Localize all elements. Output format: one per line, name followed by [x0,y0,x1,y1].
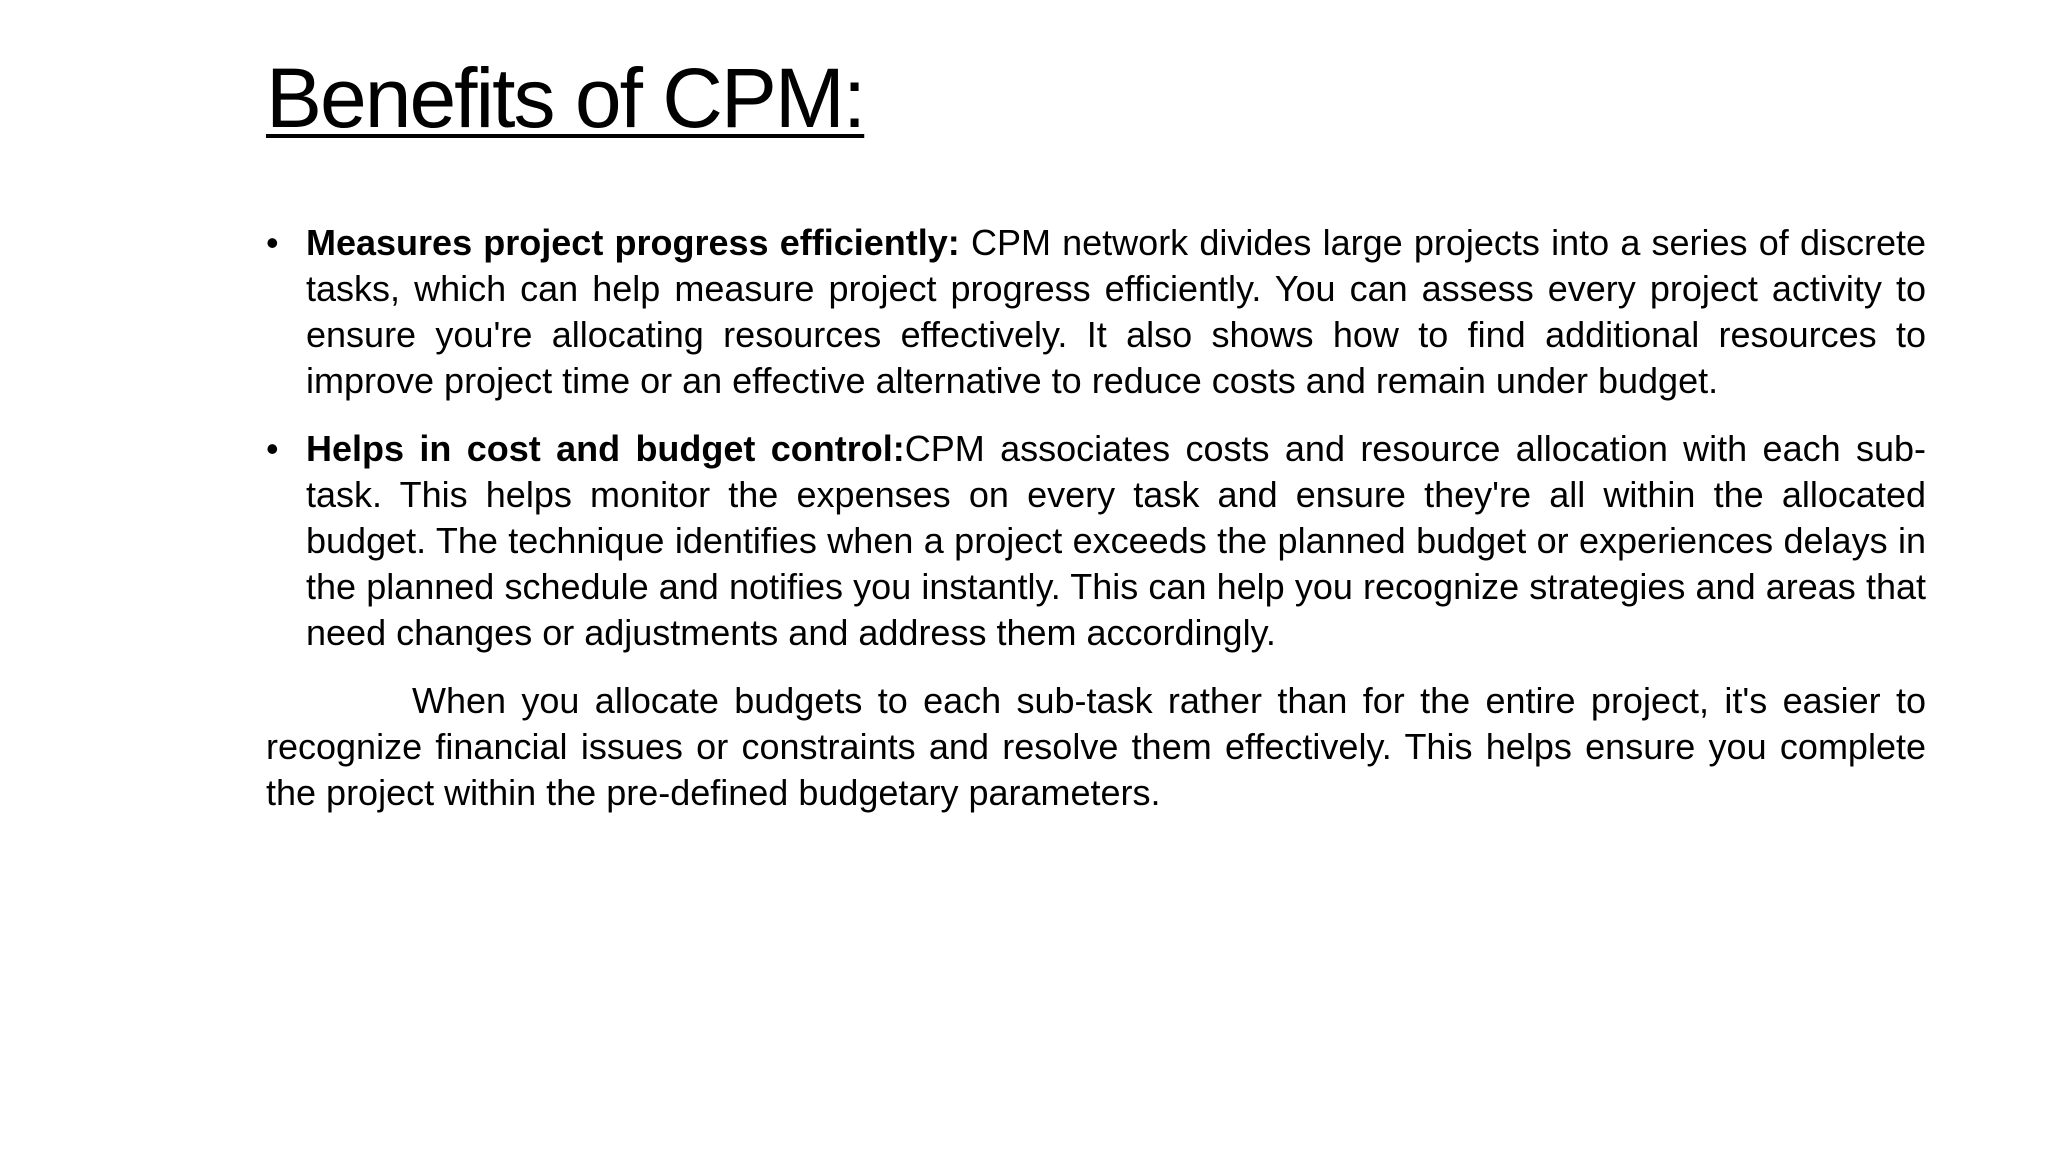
bullet-text: CPM associates costs and resource allocation with each sub-task. This helps monitor the expenses on every task and ensure they're all within the allocated budget. The technique identifies when a project exceeds the planned budget or experiences delays in the planned schedule and notifies you instantly. This can help you recognize strategies and areas that need changes or adjustments and address them accordingly. [306,428,1926,653]
bullet-text: CPM network divides large projects into a series of discrete tasks, which can help measure project progress efficiently. You can assess every project activity to ensure you're allocating resources effectively. It also shows how to find additional resources to improve project time or an effective alternative to reduce costs and remain under budget. [306,222,1926,401]
bullet-lead: Helps in cost and budget control: [306,428,905,469]
bullet-list [266,220,1926,656]
slide-body [266,220,1926,816]
bullet-icon: • [266,222,279,263]
bullet-item-progress [266,220,1926,404]
slide-title: Benefits of CPM: [266,51,865,145]
bullet-lead: Measures project progress efficiently: [306,222,960,263]
bullet-item-cost-control [266,426,1926,656]
bullet-icon: • [266,428,279,469]
closing-paragraph: When you allocate budgets to each sub-task rather than for the entire project, it's easier to recognize financial issues or constraints and resolve them effectively. This helps ensure you complete the project within the pre-defined budgetary parameters. [266,680,1926,813]
